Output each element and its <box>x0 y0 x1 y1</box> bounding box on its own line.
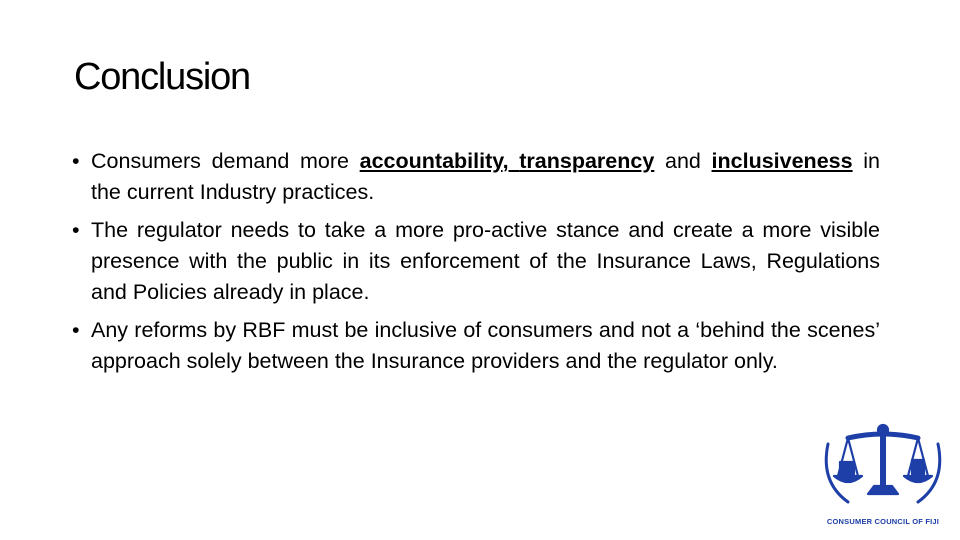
consumer-council-logo <box>818 422 948 526</box>
emphasis-transparency: transparency <box>519 149 655 173</box>
logo-caption: CONSUMER COUNCIL OF FIJI <box>826 517 940 526</box>
bullet-item-regulator-stance <box>72 215 880 308</box>
bullet-text: The regulator needs to take a more pro-active stance and create a more visible presence with the public in its enforcement of the Insurance Laws, Regulations and Policies already in place. <box>91 218 880 304</box>
emphasis-accountability: accountability <box>359 149 503 173</box>
bullet-text: and <box>654 149 712 173</box>
slide-title: Conclusion <box>74 56 250 98</box>
bullet-text: Any reforms by RBF must be inclusive of consumers and not a ‘behind the scenes’ approach solely between the Insurance providers and the regulator only. <box>91 318 880 373</box>
emphasis-comma: , <box>502 149 520 173</box>
scales-of-justice-icon <box>818 422 948 514</box>
bullet-text: in the current Industry practices. <box>91 149 880 204</box>
bullet-list <box>72 146 880 377</box>
bullet-text: Consumers demand more <box>91 149 360 173</box>
bullet-item-rbf-reforms <box>72 315 880 377</box>
bullet-item-consumer-demands <box>72 146 880 208</box>
emphasis-inclusiveness: inclusiveness <box>711 149 853 173</box>
